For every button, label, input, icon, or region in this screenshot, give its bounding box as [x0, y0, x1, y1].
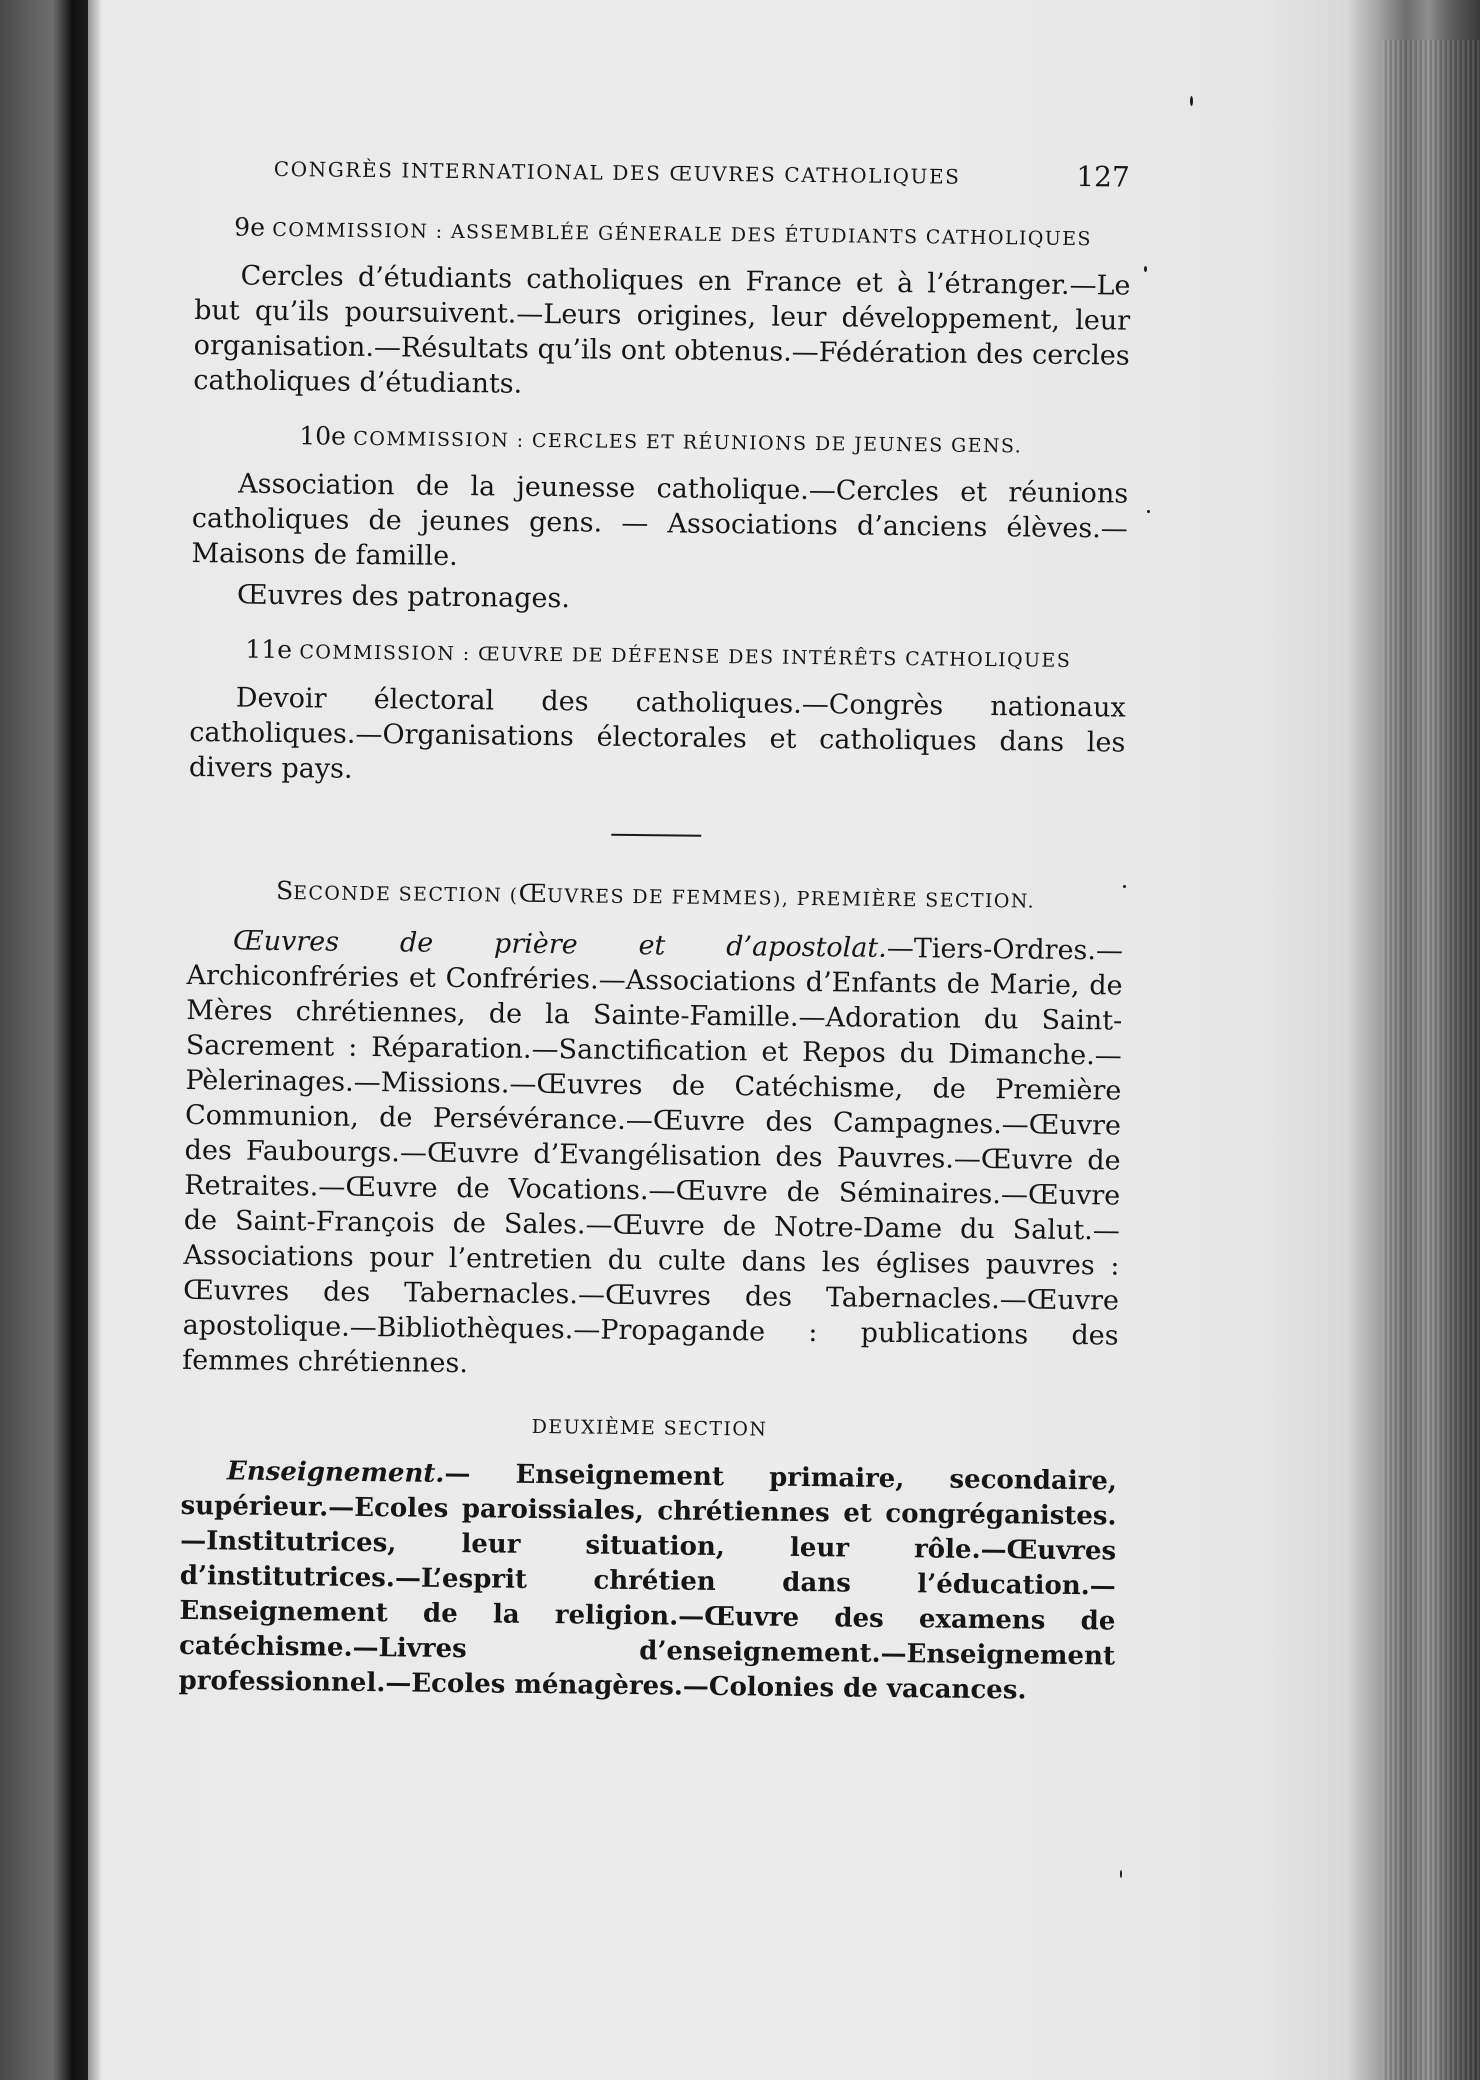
section-text: —Tiers-Ordres.—Archiconfréries et Confréries.—Associations d’Enfants de Marie, de Mères chrétiennes, de la Sainte-Famille.—Adoration du Saint-Sacrement : Réparation.—Sanctification et Repos du Dimanche.—Pèlerinages.—Missions.—Œuvres de Catéchisme, de Première Communion, de Persévérance.—Œuvre des Campagnes.—Œuvre des Faubourgs.—Œuvre d’Evangélisation des Pauvres.—Œuvre de Retraites.—Œuvre de Vocations.—Œuvre de Séminaires.—Œuvre de Saint-François de Sales.—Œuvre de Notre-Dame du Salut.—Associations pour l’entretien du culte dans les églises pauvres : Œuvres des Tabernacles.—Œuvres des Tabernacles.—Œuvre apostolique.—Bibliothèques.—Propagande : publications des femmes chrétiennes.	[182, 932, 1124, 1380]
section-heading-ligature: Œ	[518, 878, 548, 909]
section-divider	[611, 834, 701, 837]
commission-paragraph: Devoir électoral des catholiques.—Congrès nationaux catholiques.—Organisations électorales et catholiques dans les divers pays.	[188, 682, 1126, 785]
section-paragraph	[178, 1454, 1117, 1710]
section-text: — Enseignement primaire, secondaire, supérieur.—Ecoles paroissiales, chrétiennes et congréganistes.—Institutrices, leur situation, leur rôle.—Œuvres d’institutrices.—L’esprit chrétien dans l’éducation.—Enseignement de la religion.—Œuvre des examens de catéchisme.—Livres d’enseignement.—Enseignement professionnel.—Ecoles ménagères.—Colonies de vacances.	[178, 1458, 1118, 1706]
commission-paragraph: Association de la jeunesse catholique.—Cercles et réunions catholiques de jeunes gens. — Associations d’anciens élèves.—Maisons de famille.	[191, 468, 1129, 572]
scan-speck	[1144, 266, 1147, 272]
text-block	[178, 150, 1132, 1732]
page-number: 127	[1076, 159, 1130, 194]
section-heading-text-2: UVRES DE FEMMES), PREMIÈRE SECTION.	[546, 885, 1036, 913]
section-heading-text: ECONDE SECTION (	[293, 882, 519, 907]
scan-speck	[1190, 96, 1193, 106]
commission-number: 11e	[245, 634, 293, 665]
section-heading	[187, 875, 1123, 918]
commission-heading	[190, 634, 1126, 677]
commission-paragraph: Cercles d’étudiants catholiques en France et à l’étranger.—Le but qu’ils poursuivent.—Leurs origines, leur développement, leur organisation.—Résultats qu’ils ont obtenus.—Fédération des cercles catholiques d’étudiants.	[193, 260, 1131, 400]
scan-speck	[1120, 1870, 1122, 1878]
commission-title: COMMISSION : ŒUVRE DE DÉFENSE DES INTÉRÊTS CATHOLIQUES	[299, 641, 1072, 672]
running-title: CONGRÈS INTERNATIONAL DES ŒUVRES CATHOLIQUES	[273, 156, 961, 189]
left-page-edge	[0, 0, 88, 2080]
section-lead: Œuvres de prière et d’apostolat.	[232, 925, 887, 964]
commission-heading	[195, 212, 1131, 255]
commission-title: COMMISSION : ASSEMBLÉE GÉNERALE DES ÉTUDIANTS CATHOLIQUES	[272, 218, 1093, 251]
section-heading-text: DEUXIÈME SECTION	[531, 1415, 768, 1441]
commission-title: COMMISSION : CERCLES ET RÉUNIONS DE JEUNES GENS.	[353, 427, 1023, 458]
section-paragraph	[182, 923, 1123, 1389]
section-lead: Enseignement.	[226, 1456, 445, 1489]
section-heading	[181, 1408, 1117, 1449]
commission-number: 10e	[299, 421, 347, 451]
commission-paragraph: Œuvres des patronages.	[236, 579, 571, 615]
book-page-edges	[1382, 40, 1480, 2080]
running-head	[196, 150, 1132, 205]
section-heading-initial: S	[275, 875, 294, 906]
commission-heading	[193, 420, 1129, 463]
commission-number: 9e	[234, 212, 266, 242]
scan-speck	[1147, 510, 1150, 513]
